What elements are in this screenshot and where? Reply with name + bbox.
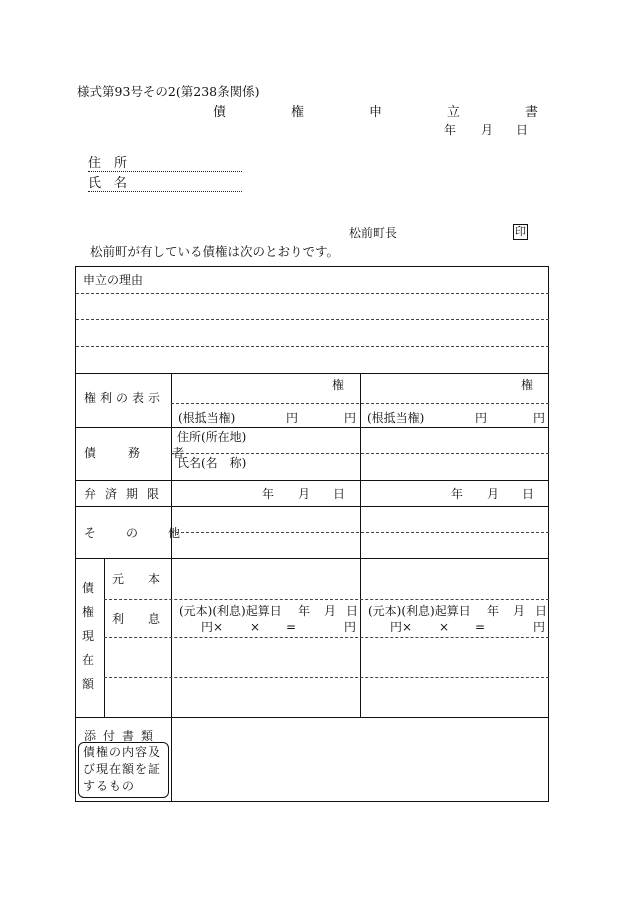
name-line[interactable] [88, 191, 242, 192]
calc-left-mult: 円× [201, 620, 224, 634]
reason-line-1[interactable] [76, 293, 549, 294]
date-year: 年 [444, 123, 457, 137]
divider [76, 427, 549, 428]
divider [76, 717, 549, 718]
calc-right-yen: 円 [533, 620, 546, 634]
divider [104, 599, 549, 600]
due-month-right: 月 [487, 487, 500, 501]
other-label: そ の 他 [84, 526, 190, 540]
reason-label: 申立の理由 [83, 273, 144, 287]
form-number: 様式第93号その2(第238条関係) [77, 84, 260, 99]
rights-label: 権利の表示 [84, 391, 165, 405]
rights-ken-right: 権 [521, 378, 534, 392]
attach-line-1: 債権の内容及 [83, 745, 162, 759]
attach-line-2: び現在額を証 [83, 762, 162, 776]
intro-text: 松前町が有している債権は次のとおりです。 [90, 244, 340, 259]
attach-divider [171, 717, 172, 802]
due-label: 弁済期限 [84, 487, 169, 501]
calc-right-year: 年 [487, 604, 500, 618]
calc-right-day: 日 [535, 604, 548, 618]
mortgage-left: (根抵当権) [178, 411, 236, 425]
addressee: 松前町長 [349, 226, 398, 240]
calc-left-month: 月 [324, 604, 337, 618]
yen-left-1: 円 [286, 411, 299, 425]
divider [76, 373, 549, 374]
address-line[interactable] [88, 171, 242, 172]
address-label: 住 所 [88, 156, 128, 171]
calc-right-equals: = [475, 620, 486, 634]
claim-form-table [75, 266, 549, 802]
due-year-left: 年 [262, 487, 275, 501]
divider [76, 558, 549, 559]
divider [76, 480, 549, 481]
label-column-divider [171, 373, 172, 717]
divider [104, 637, 549, 638]
calc-left-day: 日 [346, 604, 359, 618]
divider [171, 453, 549, 454]
divider [104, 677, 549, 678]
yen-right-2: 円 [533, 411, 546, 425]
seal-mark: 印 [515, 225, 526, 238]
name-label: 氏 名 [88, 176, 128, 191]
attach-title: 添付書類 [84, 729, 161, 743]
calc-right-mult: 円× [390, 620, 413, 634]
calc-left-year: 年 [298, 604, 311, 618]
divider [171, 403, 549, 404]
debtor-label: 債 務 者 [84, 446, 195, 460]
calc-left-start: (元本)(利息)起算日 [179, 604, 282, 618]
divider [76, 506, 549, 507]
debtor-name-label: 氏名(名 称) [177, 456, 247, 470]
calc-right-start: (元本)(利息)起算日 [368, 604, 471, 618]
divider [171, 532, 549, 533]
calc-left-times: × [250, 620, 261, 634]
calc-left-equals: = [286, 620, 297, 634]
yen-left-2: 円 [344, 411, 357, 425]
due-month-left: 月 [298, 487, 311, 501]
mortgage-right: (根抵当権) [367, 411, 425, 425]
current-amount-label: 債 権 現 在 額 [81, 581, 94, 691]
principal-label: 元 本 [112, 572, 167, 586]
yen-right-1: 円 [475, 411, 488, 425]
date-month: 月 [481, 123, 494, 137]
date-day: 日 [516, 123, 529, 137]
due-day-left: 日 [333, 487, 346, 501]
calc-right-times: × [439, 620, 450, 634]
due-day-right: 日 [522, 487, 535, 501]
calc-right-month: 月 [513, 604, 526, 618]
reason-line-2[interactable] [76, 319, 549, 320]
debtor-address-label: 住所(所在地) [177, 430, 247, 444]
interest-label: 利 息 [112, 612, 167, 626]
rights-ken-left: 権 [332, 378, 345, 392]
due-year-right: 年 [451, 487, 464, 501]
calc-left-yen: 円 [344, 620, 357, 634]
attach-line-3: するもの [83, 779, 136, 793]
reason-line-3[interactable] [76, 346, 549, 347]
center-divider [360, 373, 361, 717]
page-title: 債 権 申 立 書 [213, 105, 565, 120]
